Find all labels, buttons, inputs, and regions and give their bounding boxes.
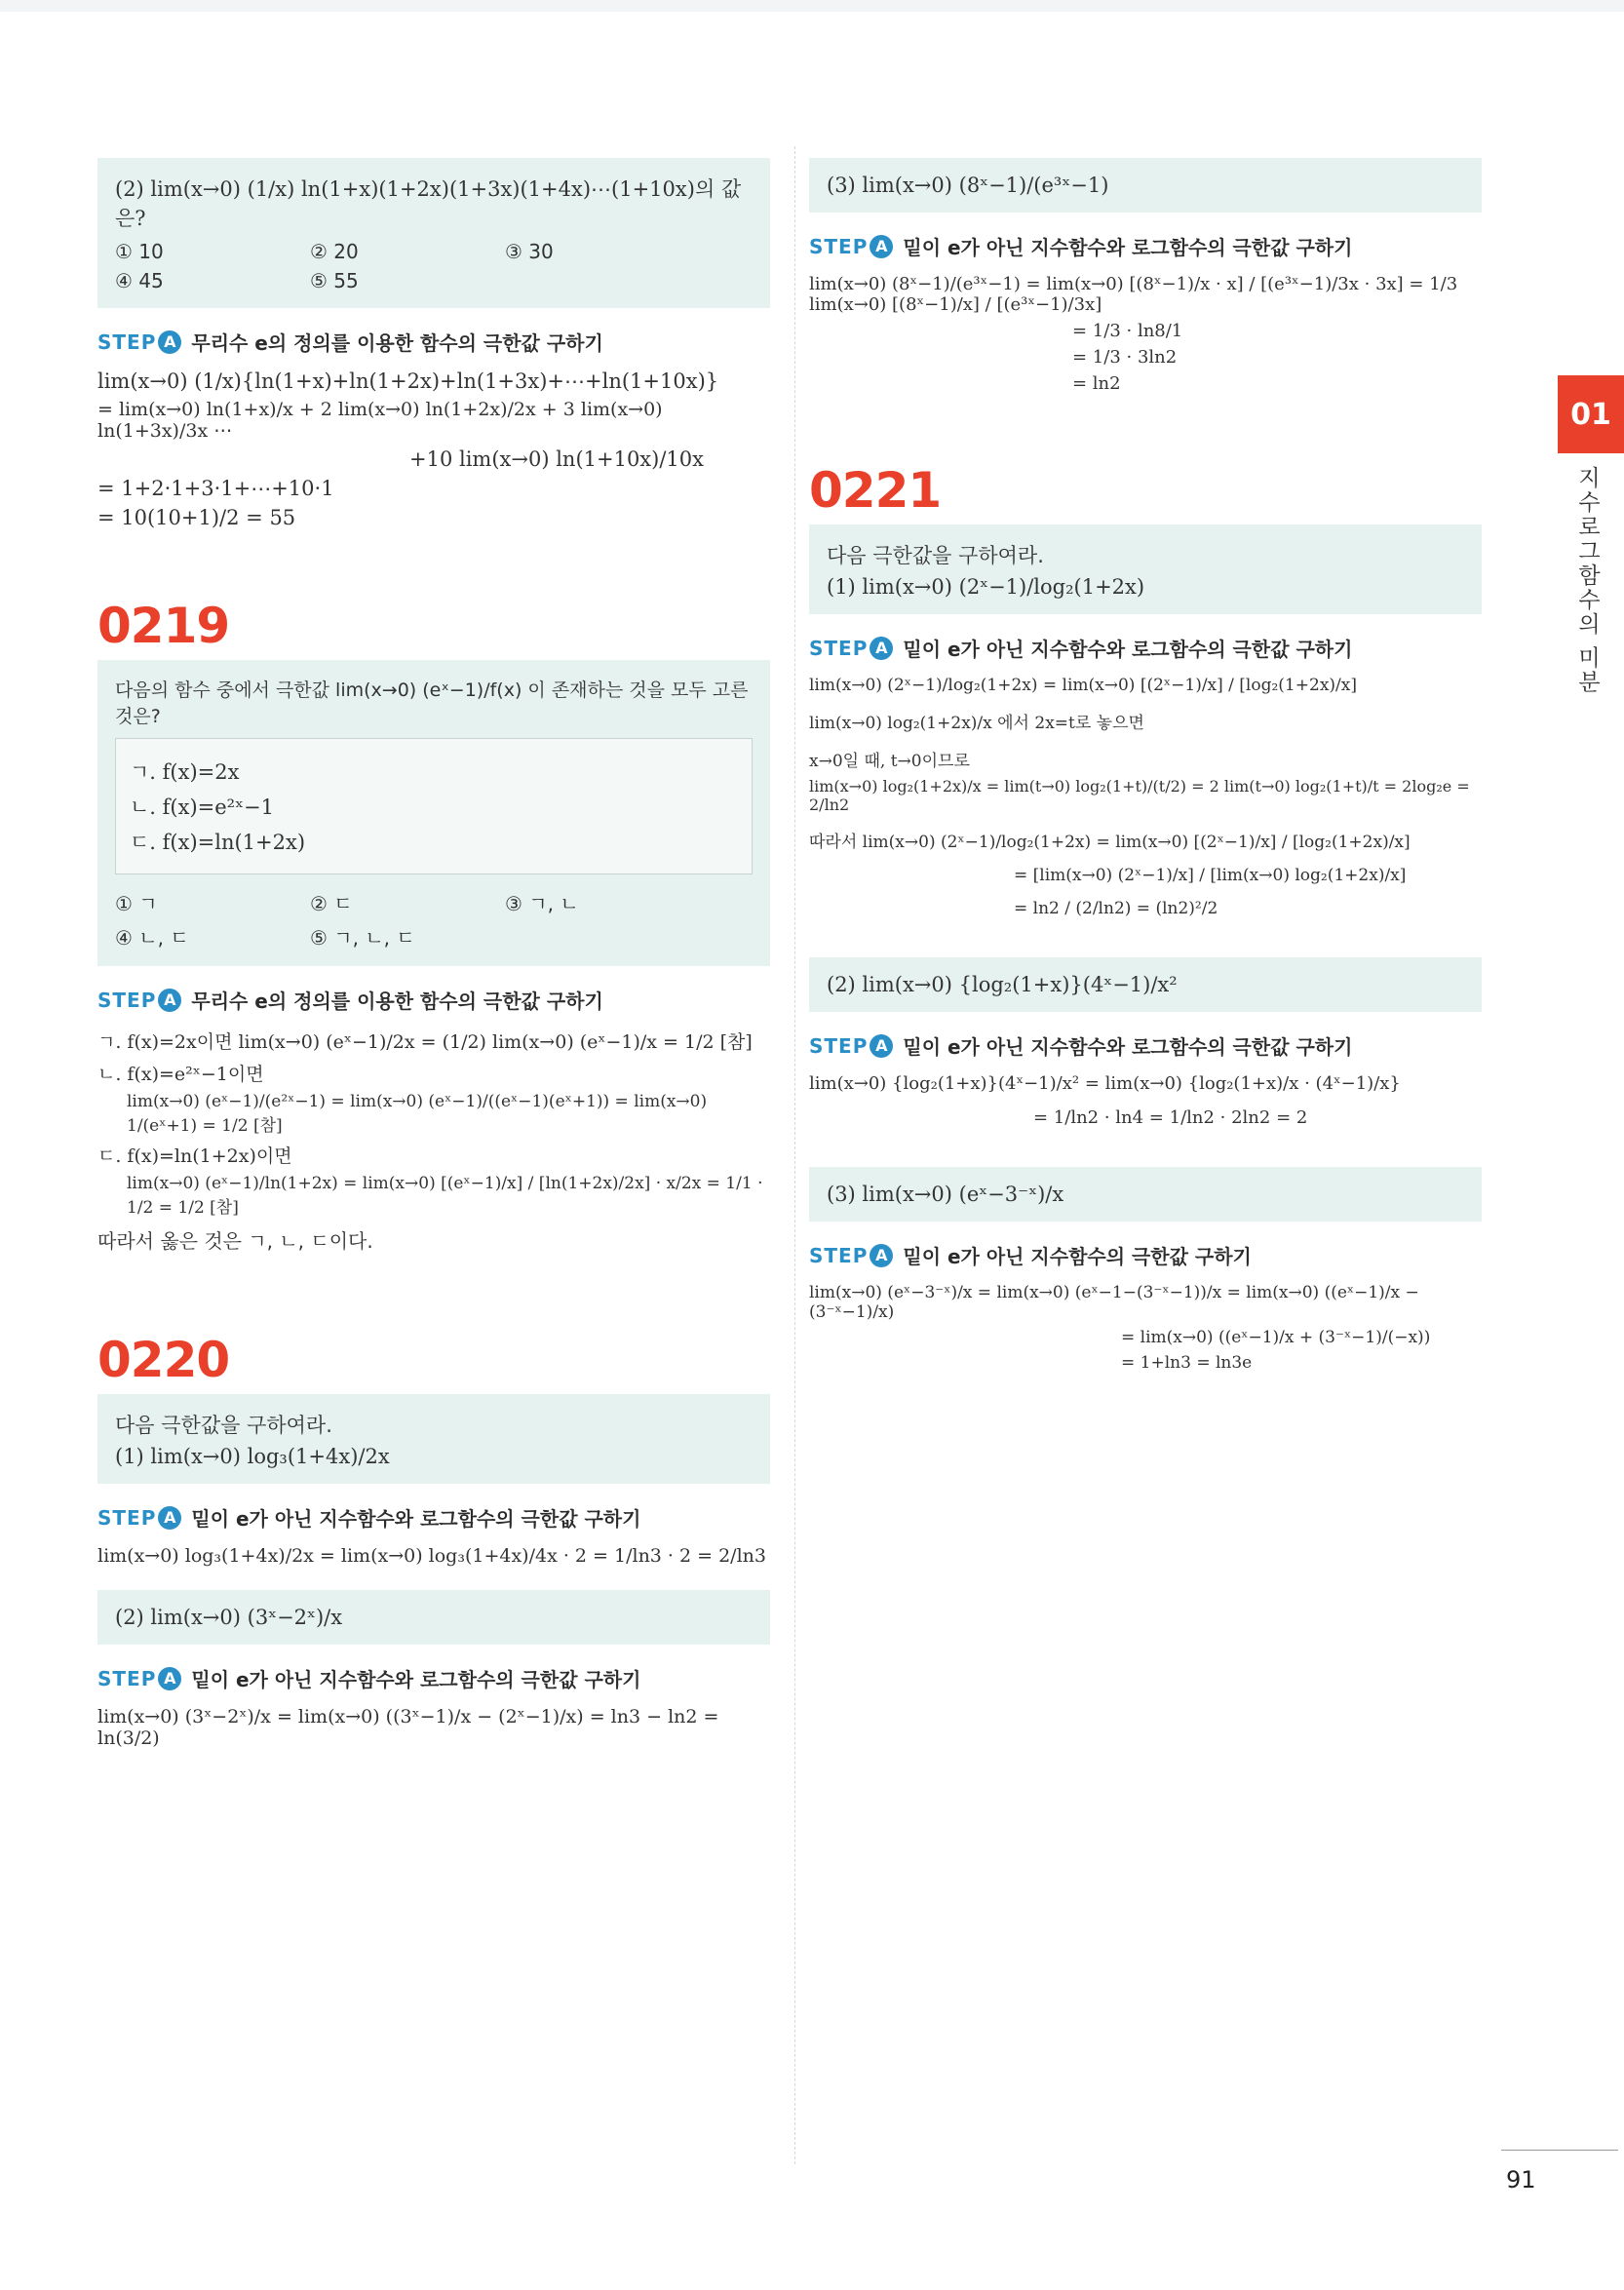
option-item: ㄴ. f(x)=e²ˣ−1: [130, 796, 274, 819]
solution-line: lim(x→0) log₂(1+2x)/x = lim(t→0) log₂(1+t)/(t/2) = 2 lim(t→0) log₂(1+t)/t = 2log₂e = 2/ln2: [809, 777, 1470, 814]
step-word: STEP: [809, 1243, 869, 1267]
step-title: 밑이 e가 아닌 지수함수와 로그함수의 극한값 구하기: [903, 1035, 1353, 1059]
step-heading: [809, 232, 1482, 260]
question-text: (3) lim(x→0) (8ˣ−1)/(e³ˣ−1): [827, 174, 1109, 197]
footer-line: [1501, 2150, 1618, 2151]
option-item: ㄱ. f(x)=2x: [130, 760, 240, 784]
step-heading: [809, 1031, 1482, 1060]
question-box-0220-1: [97, 1394, 770, 1484]
step-title: 밑이 e가 아닌 지수함수와 로그함수의 극한값 구하기: [191, 1507, 641, 1531]
solution-line: x→0일 때, t→0이므로: [809, 752, 970, 771]
step-heading: [97, 328, 770, 356]
solution-line: ㄱ. f(x)=2x이면 lim(x→0) (eˣ−1)/2x = (1/2) lim(x→0) (eˣ−1)/x = 1/2 [참]: [97, 1031, 753, 1053]
solution-line: lim(x→0) (eˣ−3⁻ˣ)/x = lim(x→0) (eˣ−1−(3⁻ˣ−1))/x = lim(x→0) ((eˣ−1)/x − (3⁻ˣ−1)/x): [809, 1283, 1419, 1322]
solution-line: = 10(10+1)/2 = 55: [97, 506, 296, 529]
question-box-top-right: [809, 158, 1482, 213]
question-box-0221-1: [809, 524, 1482, 614]
solution-lines: [809, 1073, 1482, 1128]
solution-line: 따라서 lim(x→0) (2ˣ−1)/log₂(1+2x) = lim(x→0) [(2ˣ−1)/x] / [log₂(1+2x)/x]: [809, 833, 1411, 852]
step-badge: A: [158, 1506, 181, 1530]
solution-lines: [809, 676, 1482, 918]
page-number: 91: [1506, 2166, 1536, 2193]
question-box-top-left: [97, 158, 770, 308]
solution-line: +10 lim(x→0) ln(1+10x)/10x: [409, 447, 704, 471]
left-column: [97, 146, 770, 1755]
question-text: (1) lim(x→0) log₃(1+4x)/2x: [115, 1445, 390, 1468]
solution-lines: [97, 369, 770, 529]
step-word: STEP: [97, 1666, 157, 1690]
solution-line: ㄴ. f(x)=e²ˣ−1이면: [97, 1064, 264, 1085]
solution-line: = 1/3 · ln8/1: [1072, 321, 1183, 341]
answer-choices: [115, 240, 753, 292]
solution-line: = 1/3 · 3ln2: [1072, 347, 1178, 368]
step-badge: A: [870, 637, 893, 660]
question-box-0219: [97, 660, 770, 966]
question-box-0220-2: [97, 1590, 770, 1645]
step-badge: A: [870, 1244, 893, 1267]
choice-3: ③ 30: [505, 240, 554, 263]
step-badge: A: [158, 330, 181, 354]
step-badge: A: [870, 1034, 893, 1058]
question-text: (3) lim(x→0) (eˣ−3⁻ˣ)/x: [827, 1183, 1064, 1206]
solution-line: = 1+ln3 = ln3e: [1121, 1353, 1253, 1373]
chapter-title: 지수로그함수의 미분: [1574, 466, 1600, 695]
problem-number-0219: 0219: [97, 598, 230, 654]
solution-line: lim(x→0) (8ˣ−1)/(e³ˣ−1) = lim(x→0) [(8ˣ−1)/x · x] / [(e³ˣ−1)/3x · 3x] = 1/3 lim(x→0) [(8ˣ−1)/x] / [(e³ˣ−1)/3x]: [809, 274, 1458, 315]
choice-3: ③ ㄱ, ㄴ: [505, 892, 579, 915]
step-title: 밑이 e가 아닌 지수함수와 로그함수의 극한값 구하기: [191, 1668, 641, 1691]
step-heading: [97, 986, 770, 1014]
choice-4: ④ 45: [115, 269, 164, 292]
choice-2: ② ㄷ: [310, 892, 353, 915]
solution-lines: [809, 274, 1482, 394]
question-box-0221-2: [809, 957, 1482, 1012]
solution-line: = [lim(x→0) (2ˣ−1)/x] / [lim(x→0) log₂(1+2x)/x]: [1014, 866, 1407, 885]
solution-line: lim(x→0) (2ˣ−1)/log₂(1+2x) = lim(x→0) [(2ˣ−1)/x] / [log₂(1+2x)/x]: [809, 676, 1357, 695]
step-heading: [97, 1503, 770, 1532]
step-word: STEP: [97, 330, 157, 354]
solution-lines: [97, 1028, 770, 1218]
step-word: STEP: [97, 988, 157, 1012]
step-word: STEP: [809, 636, 869, 660]
conclusion-text: 따라서 옳은 것은 ㄱ, ㄴ, ㄷ이다.: [97, 1229, 373, 1253]
step-word: STEP: [809, 1033, 869, 1058]
option-items-box: [115, 738, 753, 874]
instruction-text: 다음 극한값을 구하여라.: [827, 544, 1044, 567]
question-text: (2) lim(x→0) (3ˣ−2ˣ)/x: [115, 1606, 343, 1629]
solution-line: = ln2: [1072, 373, 1121, 394]
step-word: STEP: [809, 234, 869, 258]
choice-1: ① ㄱ: [115, 892, 158, 915]
solution-line: = 1/ln2 · ln4 = 1/ln2 · 2ln2 = 2: [1033, 1107, 1308, 1128]
option-item: ㄷ. f(x)=ln(1+2x): [130, 831, 306, 854]
step-heading: [809, 634, 1482, 662]
solution-line: lim(x→0) {log₂(1+x)}(4ˣ−1)/x² = lim(x→0) {log₂(1+x)/x · (4ˣ−1)/x}: [809, 1073, 1401, 1094]
solution-line: lim(x→0) log₃(1+4x)/2x = lim(x→0) log₃(1+4x)/4x · 2 = 1/ln3 · 2 = 2/ln3: [97, 1545, 766, 1567]
instruction-text: 다음 극한값을 구하여라.: [115, 1414, 332, 1437]
choice-2: ② 20: [310, 240, 359, 263]
step-badge: A: [158, 1667, 181, 1690]
column-divider: [794, 146, 795, 2164]
solution-line: lim(x→0) (3ˣ−2ˣ)/x = lim(x→0) ((3ˣ−1)/x − (2ˣ−1)/x) = ln3 − ln2 = ln(3/2): [97, 1706, 719, 1749]
step-heading: [809, 1241, 1482, 1269]
solution-line: = 1+2·1+3·1+⋯+10·1: [97, 477, 334, 500]
question-text: (2) lim(x→0) (1/x) ln(1+x)(1+2x)(1+3x)(1+4x)⋯(1+10x)의 값은?: [115, 177, 742, 230]
step-title: 밑이 e가 아닌 지수함수의 극한값 구하기: [903, 1245, 1252, 1268]
step-badge: A: [870, 235, 893, 258]
question-text: (1) lim(x→0) (2ˣ−1)/log₂(1+2x): [827, 575, 1145, 599]
step-heading: [97, 1664, 770, 1692]
choice-1: ① 10: [115, 240, 164, 263]
step-word: STEP: [97, 1505, 157, 1530]
step-title: 밑이 e가 아닌 지수함수와 로그함수의 극한값 구하기: [903, 638, 1353, 661]
top-band: [0, 0, 1624, 12]
problem-number-0220: 0220: [97, 1332, 230, 1388]
step-title: 무리수 e의 정의를 이용한 함수의 극한값 구하기: [191, 990, 603, 1013]
chapter-tab: 01: [1558, 375, 1624, 453]
choice-4: ④ ㄴ, ㄷ: [115, 926, 189, 950]
choice-5: ⑤ 55: [310, 269, 359, 292]
solution-line: lim(x→0) log₂(1+2x)/x 에서 2x=t로 놓으면: [809, 714, 1144, 733]
question-box-0221-3: [809, 1167, 1482, 1222]
question-text: (2) lim(x→0) {log₂(1+x)}(4ˣ−1)/x²: [827, 973, 1178, 996]
solution-line: = lim(x→0) ln(1+x)/x + 2 lim(x→0) ln(1+2x)/2x + 3 lim(x→0) ln(1+3x)/3x ⋯: [97, 399, 663, 442]
solution-line: = ln2 / (2/ln2) = (ln2)²/2: [1014, 899, 1218, 918]
solution-line: ㄷ. f(x)=ln(1+2x)이면: [97, 1145, 292, 1167]
step-title: 무리수 e의 정의를 이용한 함수의 극한값 구하기: [191, 331, 603, 355]
step-title: 밑이 e가 아닌 지수함수와 로그함수의 극한값 구하기: [903, 236, 1353, 259]
right-column: [809, 146, 1482, 1378]
solution-line: lim(x→0) (1/x){ln(1+x)+ln(1+2x)+ln(1+3x)+⋯+ln(1+10x)}: [97, 369, 719, 393]
solution-line: lim(x→0) (eˣ−1)/ln(1+2x) = lim(x→0) [(eˣ−1)/x] / [ln(1+2x)/2x] · x/2x = 1/1 · 1/2 = 1/2 [참]: [127, 1174, 763, 1218]
solution-line: lim(x→0) (eˣ−1)/(e²ˣ−1) = lim(x→0) (eˣ−1)/((eˣ−1)(eˣ+1)) = lim(x→0) 1/(eˣ+1) = 1/2 [참]: [127, 1092, 708, 1136]
answer-choices: [115, 888, 753, 951]
question-text: 다음의 함수 중에서 극한값 lim(x→0) (eˣ−1)/f(x) 이 존재하는 것을 모두 고른 것은?: [115, 679, 749, 727]
solution-lines: [809, 1283, 1482, 1373]
choice-5: ⑤ ㄱ, ㄴ, ㄷ: [310, 926, 415, 950]
step-badge: A: [158, 989, 181, 1012]
solution-line: = lim(x→0) ((eˣ−1)/x + (3⁻ˣ−1)/(−x)): [1121, 1328, 1431, 1347]
problem-number-0221: 0221: [809, 462, 942, 519]
